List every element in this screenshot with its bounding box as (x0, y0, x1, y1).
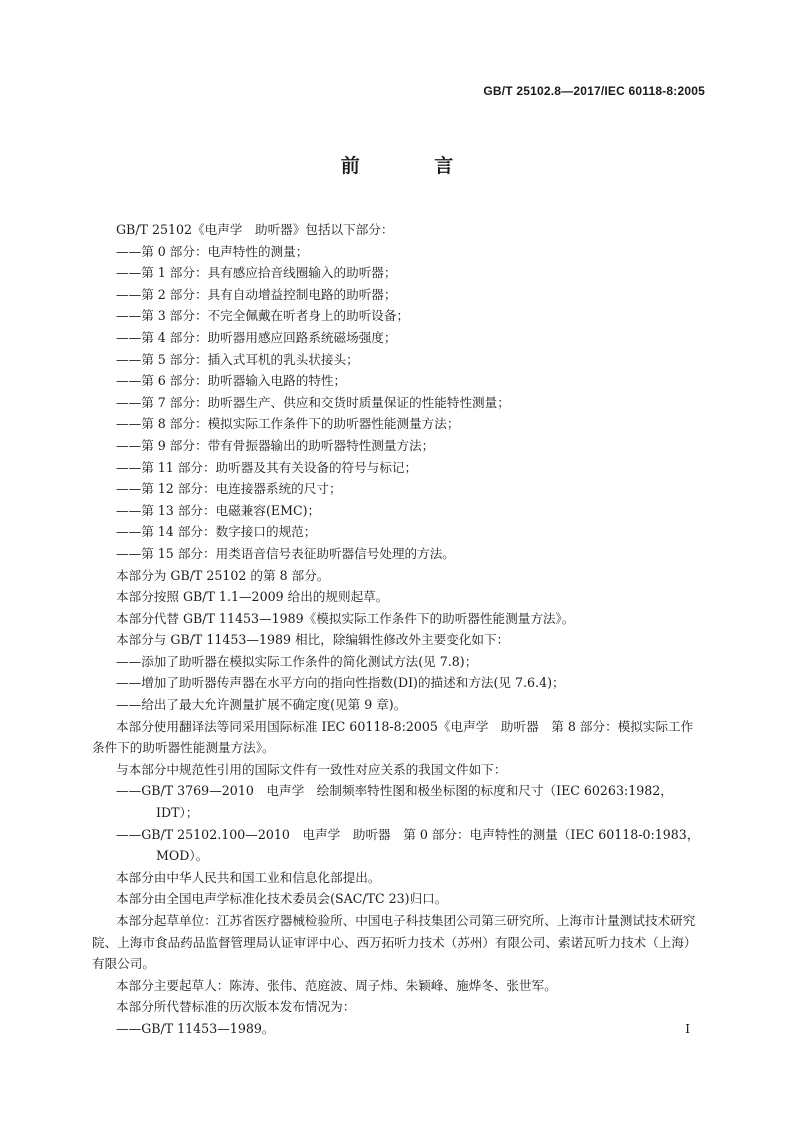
list-item: ——添加了助听器在模拟实际工作条件的简化测试方法(见 7.8)； (116, 653, 478, 669)
rules-paragraph: 本部分按照 GB/T 1.1—2009 给出的规则起草。 (116, 589, 389, 605)
changes-paragraph: 本部分与 GB/T 11453—1989 相比，除编辑性修改外主要变化如下： (116, 632, 510, 648)
parts-list (92, 241, 705, 565)
page-number: I (685, 1022, 690, 1036)
list-item: ——第 0 部分：电声特性的测量； (116, 243, 309, 259)
history-paragraph: 本部分所代替标准的历次版本发布情况为： (116, 999, 356, 1015)
history-list (92, 1018, 705, 1040)
page-title: 前 言 (340, 155, 488, 177)
drafters-paragraph: 本部分主要起草人：陈涛、张伟、范庭波、周子炜、朱颖峰、施烨冬、张世军。 (116, 977, 557, 993)
list-item: ——第 14 部分：数字接口的规范； (116, 524, 317, 540)
list-item: ——增加了助听器传声器在水平方向的指向性指数(DI)的描述和方法(见 7.6.4)； (116, 675, 565, 691)
list-item: ——第 2 部分：具有自动增益控制电路的助听器； (116, 286, 397, 302)
list-item: ——第 1 部分：具有感应拾音线圈输入的助听器； (116, 265, 397, 281)
centralized-paragraph: 本部分由全国电声学标准化技术委员会(SAC/TC 23)归口。 (116, 891, 448, 907)
list-item: ——第 15 部分：用类语音信号表征助听器信号处理的方法。 (116, 545, 455, 561)
translation-paragraph: 本部分使用翻译法等同采用国际标准 IEC 60118-8:2005《电声学 助听器 第 8 部分：模拟实际工作条件下的助听器性能测量方法》。 (92, 718, 694, 756)
list-item: ——GB/T 25102.100—2010 电声学 助听器 第 0 部分：电声特性的测量（IEC 60118-0:1983，MOD）。 (116, 826, 700, 864)
changes-list (92, 651, 705, 716)
foreword-body (92, 219, 705, 1040)
drafting-units-paragraph: 本部分起草单位：江苏省医疗器械检验所、中国电子科技集团公司第三研究所、上海市计量测试技术研究院、上海市食品药品监督管理局认证审评中心、西万拓听力技术（苏州）有限公司、索诺瓦听力技术（上海）有限公司。 (92, 913, 697, 972)
list-item: ——第 4 部分：助听器用感应回路系统磁场强度； (116, 329, 397, 345)
list-item: ——第 6 部分：助听器输入电路的特性； (116, 373, 347, 389)
list-item: ——第 8 部分：模拟实际工作条件下的助听器性能测量方法； (116, 416, 460, 432)
replaces-paragraph: 本部分代替 GB/T 11453—1989《模拟实际工作条件下的助听器性能测量方法》。 (116, 610, 575, 626)
intro-paragraph: GB/T 25102《电声学 助听器》包括以下部分： (116, 222, 394, 237)
list-item: ——第 5 部分：插入式耳机的乳头状接头； (116, 351, 359, 367)
list-item: ——给出了最大允许测量扩展不确定度(见第 9 章)。 (116, 697, 407, 713)
references-intro-paragraph: 与本部分中规范性引用的国际文件有一致性对应关系的我国文件如下： (116, 761, 507, 777)
list-item: ——GB/T 3769—2010 电声学 绘制频率特性图和极坐标图的标度和尺寸（IEC 60263:1982，IDT）； (116, 783, 673, 821)
list-item: ——第 11 部分：助听器及其有关设备的符号与标记； (116, 459, 418, 475)
list-item: ——第 7 部分：助听器生产、供应和交货时质量保证的性能特性测量； (116, 394, 510, 410)
list-item: ——第 13 部分：电磁兼容(EMC)； (116, 502, 321, 518)
list-item: ——第 9 部分：带有骨振器输出的助听器特性测量方法； (116, 437, 435, 453)
proposed-paragraph: 本部分由中华人民共和国工业和信息化部提出。 (116, 869, 381, 885)
references-list (92, 780, 705, 866)
list-item: ——第 3 部分：不完全佩戴在听者身上的助听设备； (116, 308, 410, 324)
list-item: ——GB/T 11453—1989。 (116, 1020, 275, 1036)
part8-paragraph: 本部分为 GB/T 25102 的第 8 部分。 (116, 567, 330, 583)
document-code-header: GB/T 25102.8—2017/IEC 60118-8:2005 (483, 84, 705, 98)
list-item: ——第 12 部分：电连接器系统的尺寸； (116, 481, 342, 497)
